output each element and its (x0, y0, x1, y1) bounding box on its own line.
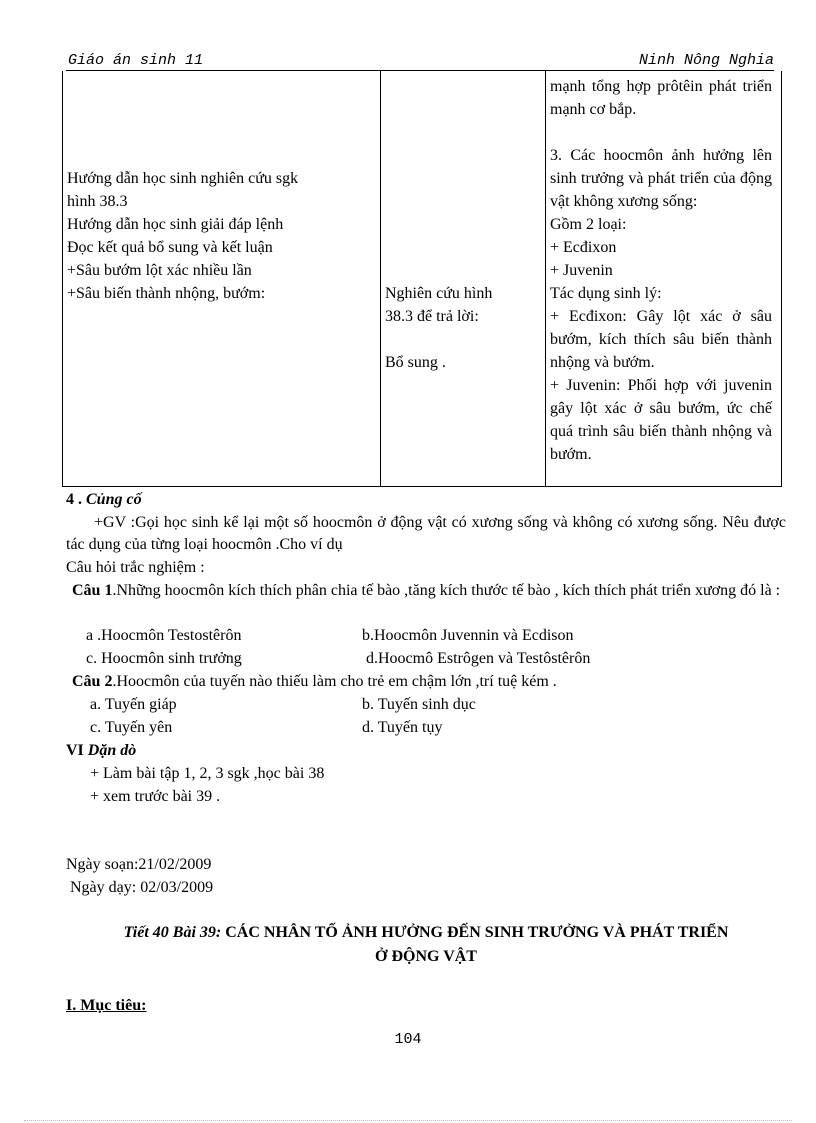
date-taught: Ngày dạy: 02/03/2009 (70, 879, 214, 896)
lesson-title: Tiết 40 Bài 39: CÁC NHÂN TỐ ẢNH HƯỞNG ĐẾN SINH TRƯỞNG VÀ PHÁT TRIỂN Ở ĐỘNG VẬT (123, 924, 729, 965)
question-1: Câu 1.Những hoocmôn kích thích phân chia tế bào ,tăng kích thước tế bào , kích thích phát triển xương đó là : (72, 582, 781, 599)
q1-option-c: c. Hoocmôn sinh trưởng (86, 650, 242, 667)
quiz-label: Câu hỏi trắc nghiệm : (66, 559, 205, 576)
q2-option-c: c. Tuyến yên (90, 719, 173, 736)
section-cung-co-heading: 4 . Củng cố (66, 491, 142, 508)
dan-do-item-2: + xem trước bài 39 . (90, 788, 221, 805)
q1-option-d: d.Hoocmô Estrôgen và Testôstêrôn (366, 650, 591, 667)
q1-option-a: a .Hoocmôn Testostêrôn (86, 627, 242, 644)
q2-option-a: a. Tuyến giáp (90, 696, 177, 713)
page-bottom-border (24, 1120, 792, 1121)
header-left: Giáo án sinh 11 (68, 52, 204, 69)
table-col-content: mạnh tổng hợp prôtêin phát triển mạnh cơ bắp. 3. Các hoocmôn ảnh hưởng lên sinh trưởng và phát triển của động vật không xương sống: Gồm 2 loại: + Ecđixon + Juvenin Tác dụng sinh lý: + Ecđixon: Gây lột xác ở sâu bướm, kích thích sâu biến thành nhộng và bướm. + Juvenin: Phối hợp với juvenin gây lột xác ở sâu bướm, ức chế quá trình sâu biến thành nhộng và bướm. (550, 78, 772, 463)
question-2: Câu 2.Hoocmôn của tuyến nào thiếu làm cho trẻ em chậm lớn ,trí tuệ kém . (72, 673, 557, 690)
section-objectives-heading: I. Mục tiêu: (66, 997, 147, 1014)
page-header (66, 52, 774, 71)
table-divider-2 (545, 71, 546, 486)
q2-option-d: d. Tuyến tụy (362, 719, 443, 736)
table-col-student: Nghiên cứu hình 38.3 để trả lời: Bổ sung . (385, 285, 493, 371)
lesson-table (62, 71, 782, 487)
dan-do-item-1: + Làm bài tập 1, 2, 3 sgk ,học bài 38 (90, 765, 325, 782)
date-prepared: Ngày soạn:21/02/2009 (66, 856, 212, 873)
q1-option-b: b.Hoocmôn Juvennin và Ecdison (362, 627, 574, 644)
q2-option-b: b. Tuyến sinh dục (362, 696, 476, 713)
page-number: 104 (394, 1031, 422, 1048)
table-col-teacher: Hướng dẫn học sinh nghiên cứu sgk hình 38.3 Hướng dẫn học sinh giải đáp lệnh Đọc kết quả bổ sung và kết luận +Sâu bướm lột xác nhiều lần +Sâu biến thành nhộng, bướm: (67, 170, 299, 302)
section-dan-do-heading: VI Dặn dò (66, 742, 137, 759)
table-divider-1 (380, 71, 381, 486)
header-right: Ninh Nông Nghia (638, 52, 774, 69)
cung-co-text: +GV :Gọi học sinh kể lại một số hoocmôn ở động vật có xương sống và không có xương sống. Nêu được tác dụng của từng loại hoocmôn .Cho ví dụ (66, 514, 786, 553)
